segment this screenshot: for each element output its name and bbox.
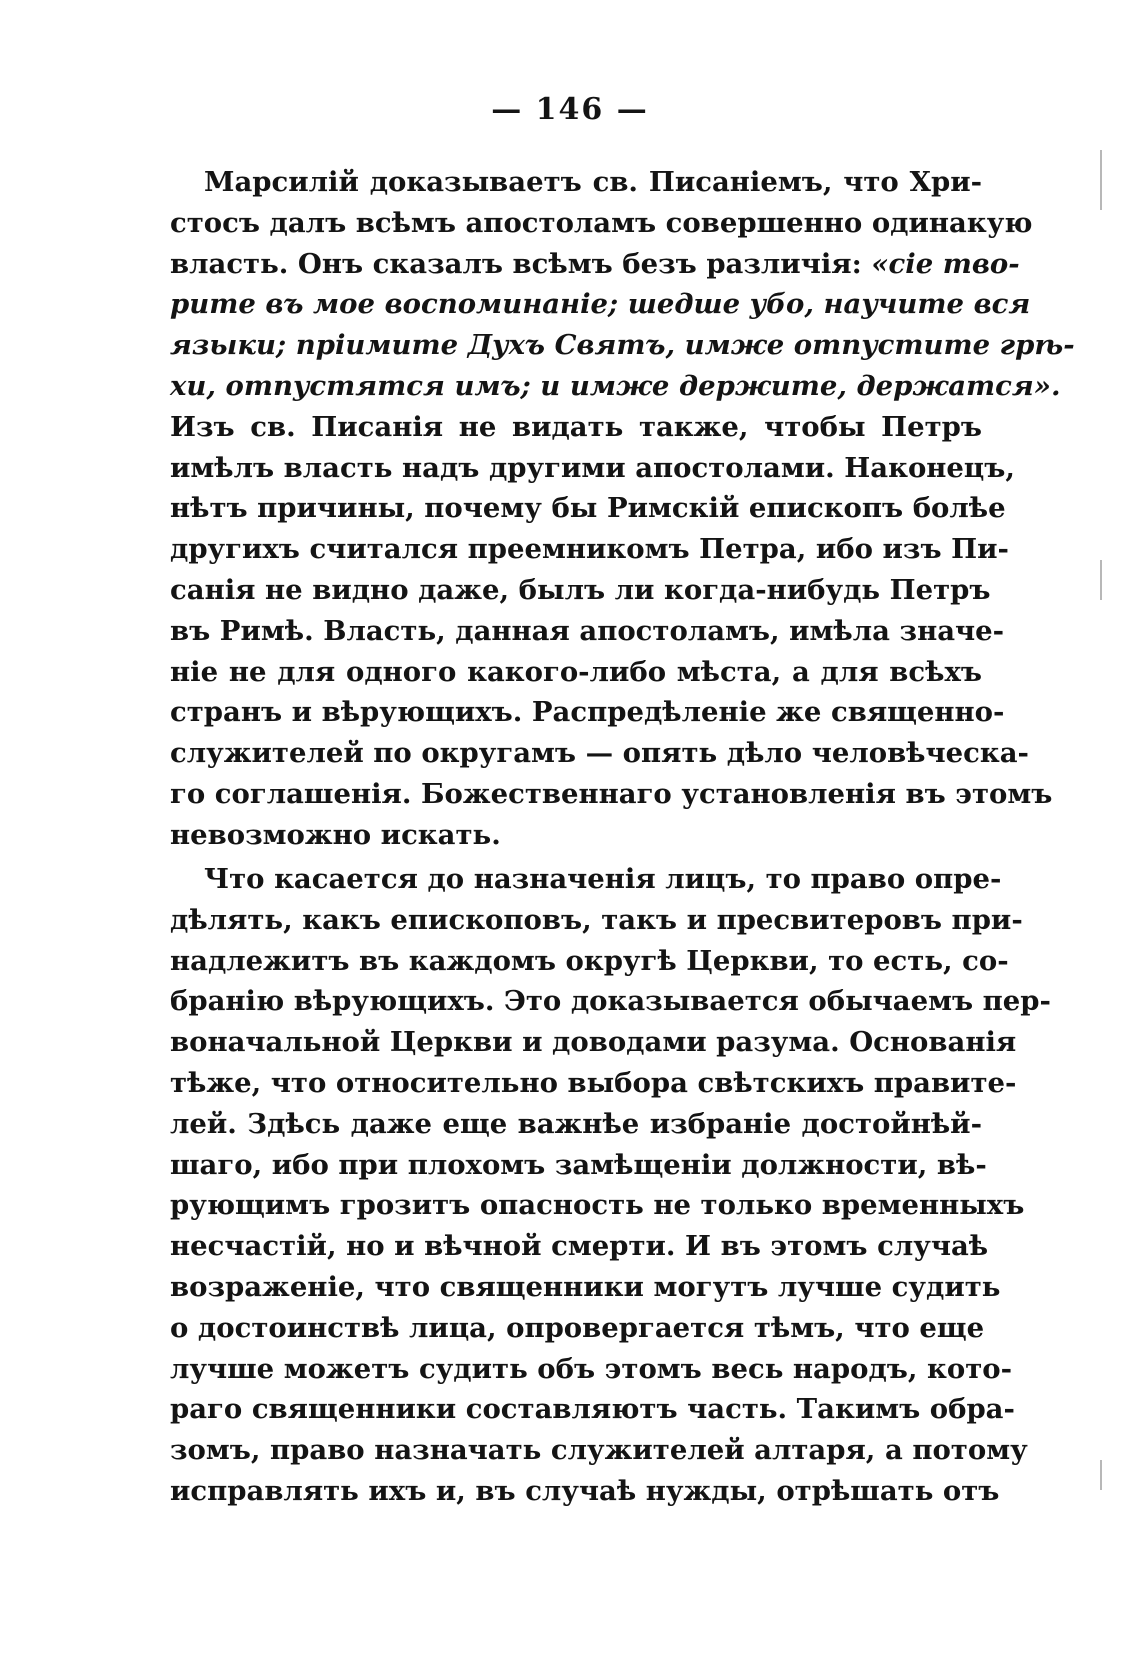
text-segment: го соглашенія. Божественнаго установленія въ этомъ (170, 777, 1053, 810)
text-segment: несчастій, но и вѣчной смерти. И въ этомъ случаѣ (170, 1230, 989, 1263)
page-number: — 146 — (491, 92, 649, 127)
text-line (170, 570, 991, 611)
text-line (170, 1022, 1017, 1063)
text-segment: возраженіе, что священники могутъ лучше судить (170, 1270, 1001, 1303)
text-line (170, 900, 1023, 941)
italic-quote-segment: языки; пріимите Духъ Святъ, имже отпустите грѣ- (170, 329, 1075, 362)
scan-edge-mark (1100, 1460, 1102, 1490)
paragraph-1 (170, 162, 1075, 856)
text-line (170, 941, 1009, 982)
text-segment: шаго, ибо при плохомъ замѣщеніи должности, вѣ- (170, 1148, 987, 1181)
text-line (170, 981, 1051, 1022)
italic-quote-segment: «сіе тво- (871, 247, 1020, 280)
text-line (170, 203, 1033, 244)
text-line (170, 284, 1031, 325)
text-line (170, 488, 1006, 529)
text-line (170, 611, 1005, 652)
scan-edge-mark (1100, 560, 1102, 600)
text-line (170, 692, 1005, 733)
text-segment: другихъ считался преемникомъ Петра, ибо изъ Пи- (170, 533, 1009, 566)
text-line (170, 1430, 1028, 1471)
text-segment: невозможно искать. (170, 818, 501, 851)
text-segment: рующимъ грозитъ опасность не только временныхъ (170, 1189, 1025, 1222)
text-line (170, 448, 1015, 489)
text-line (170, 1308, 985, 1349)
text-line (170, 162, 982, 203)
text-segment: въ Римѣ. Власть, данная апостоламъ, имѣла значе- (170, 614, 1005, 647)
text-line (170, 1063, 1017, 1104)
text-segment: о достоинствѣ лица, опровергается тѣмъ, что еще (170, 1311, 985, 1344)
text-line (170, 815, 982, 856)
text-line (170, 1471, 1000, 1512)
text-segment: служителей по округамъ — опять дѣло человѣческа- (170, 737, 1029, 770)
text-line (170, 407, 982, 448)
text-segment: Изъ св. Писанія не видать также, чтобы Петръ (170, 410, 982, 443)
italic-quote-segment: хи, отпустятся имъ; и имже держите, держатся». (170, 369, 1061, 402)
scan-edge-mark (1100, 150, 1102, 210)
text-line (170, 325, 1075, 366)
text-line (170, 733, 1029, 774)
text-segment: надлежитъ въ каждомъ округѣ Церкви, то есть, со- (170, 944, 1009, 977)
text-segment: дѣлять, какъ епископовъ, такъ и пресвитеровъ при- (170, 903, 1023, 936)
text-line (170, 774, 1053, 815)
text-line (170, 1267, 1001, 1308)
text-segment: стосъ далъ всѣмъ апостоламъ совершенно одинакую (170, 206, 1033, 239)
text-segment: тѣже, что относительно выбора свѣтскихъ правите- (170, 1066, 1017, 1099)
italic-quote-segment: рите въ мое воспоминаніе; шедше убо, научите вся (170, 288, 1031, 321)
text-segment: власть. Онъ сказалъ всѣмъ безъ различія: (170, 247, 872, 280)
text-line (170, 244, 1020, 285)
text-line (170, 529, 1009, 570)
text-line (170, 859, 1002, 900)
text-line (170, 652, 982, 693)
text-line (170, 366, 1061, 407)
text-line (170, 1185, 1025, 1226)
text-line (170, 1145, 987, 1186)
text-segment: исправлять ихъ и, въ случаѣ нужды, отрѣшать отъ (170, 1474, 1000, 1507)
text-line (170, 1349, 1013, 1390)
text-segment: Что касается до назначенія лицъ, то право опре- (204, 863, 1002, 895)
text-line (170, 1226, 989, 1267)
paragraph-2 (170, 859, 1051, 1512)
text-segment: лей. Здѣсь даже еще важнѣе избраніе достойнѣй- (170, 1107, 982, 1140)
text-segment: имѣлъ власть надъ другими апостолами. Наконецъ, (170, 451, 1015, 484)
text-segment: Марсилій доказываетъ св. Писаніемъ, что Хри- (204, 166, 982, 198)
text-segment: раго священники составляютъ часть. Такимъ обра- (170, 1393, 1015, 1426)
text-segment: странъ и вѣрующихъ. Распредѣленіе же священно- (170, 696, 1005, 729)
text-segment: ніе не для одного какого-либо мѣста, а для всѣхъ (170, 655, 982, 688)
text-segment: санія не видно даже, былъ ли когда-нибудь Петръ (170, 573, 991, 606)
text-segment: лучше можетъ судить объ этомъ весь народъ, кото- (170, 1352, 1013, 1385)
text-segment: бранію вѣрующихъ. Это доказывается обычаемъ пер- (170, 985, 1051, 1018)
text-segment: воначальной Церкви и доводами разума. Основанія (170, 1026, 1017, 1059)
text-line (170, 1104, 982, 1145)
text-segment: нѣтъ причины, почему бы Римскій епископъ болѣе (170, 492, 1006, 525)
text-line (170, 1389, 1015, 1430)
text-segment: зомъ, право назначать служителей алтаря, а потому (170, 1434, 1028, 1467)
